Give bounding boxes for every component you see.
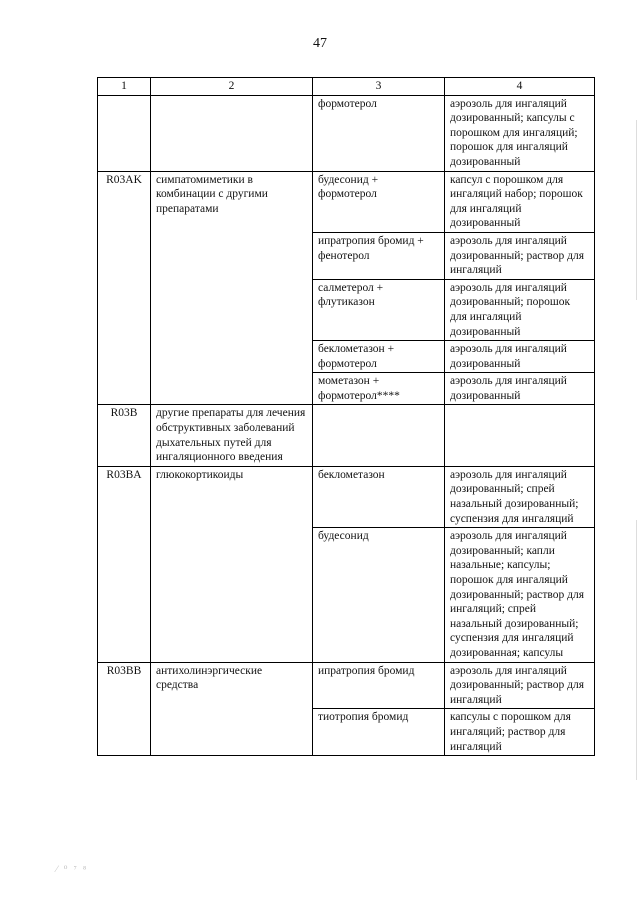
form-cell [445,405,595,466]
scan-edge-mark [636,520,637,780]
table-row [98,405,595,466]
drug-table [97,77,595,756]
atc-code-cell [98,95,151,171]
group-cell: глюкокортикоиды [151,466,313,662]
form-cell: аэрозоль для ингаляций дозированный; капсулы с порошком для ингаляций; порошок для ингаляций дозированный [445,95,595,171]
table-row [98,171,595,232]
drug-cell: беклометазон + формотерол [313,341,445,373]
column-header: 2 [151,78,313,96]
atc-code-cell: R03B [98,405,151,466]
form-cell: аэрозоль для ингаляций дозированный; капли назальные; капсулы; порошок для ингаляций дозированный; раствор для ингаляций; спрей назальный дозированный; суспензия для ингаляций дозированная; капсулы [445,528,595,662]
drug-cell: беклометазон [313,466,445,527]
group-cell: симпатомиметики в комбинации с другими препаратами [151,171,313,405]
column-header: 1 [98,78,151,96]
column-header: 3 [313,78,445,96]
group-cell: антихолинэргические средства [151,662,313,756]
group-cell [151,95,313,171]
drug-cell: будесонид + формотерол [313,171,445,232]
table-row [98,466,595,527]
drug-cell [313,405,445,466]
drug-cell: тиотропия бромид [313,709,445,756]
scan-edge-mark [636,120,637,300]
form-cell: аэрозоль для ингаляций дозированный; спрей назальный дозированный; суспензия для ингаляций [445,466,595,527]
atc-code-cell: R03AK [98,171,151,405]
form-cell: аэрозоль для ингаляций дозированный; раствор для ингаляций [445,662,595,709]
form-cell: капсул с порошком для ингаляций набор; порошок для ингаляций дозированный [445,171,595,232]
column-header: 4 [445,78,595,96]
table-header-row [98,78,595,96]
page-number: 47 [313,36,327,51]
group-cell: другие препараты для лечения обструктивных заболеваний дыхательных путей для ингаляционного введения [151,405,313,466]
form-cell: аэрозоль для ингаляций дозированный; порошок для ингаляций дозированный [445,279,595,340]
form-cell: капсулы с порошком для ингаляций; раствор для ингаляций [445,709,595,756]
scan-stamp: ⁄ ⁰ ⁷ ⁸ [56,864,89,874]
form-cell: аэрозоль для ингаляций дозированный; раствор для ингаляций [445,232,595,279]
table-row [98,662,595,709]
drug-cell: салметерол + флутиказон [313,279,445,340]
drug-cell: формотерол [313,95,445,171]
atc-code-cell: R03BB [98,662,151,756]
drug-cell: будесонид [313,528,445,662]
form-cell: аэрозоль для ингаляций дозированный [445,373,595,405]
drug-cell: ипратропия бромид + фенотерол [313,232,445,279]
atc-code-cell: R03BA [98,466,151,662]
drug-cell: ипратропия бромид [313,662,445,709]
table-row [98,95,595,171]
drug-cell: мометазон + формотерол**** [313,373,445,405]
form-cell: аэрозоль для ингаляций дозированный [445,341,595,373]
